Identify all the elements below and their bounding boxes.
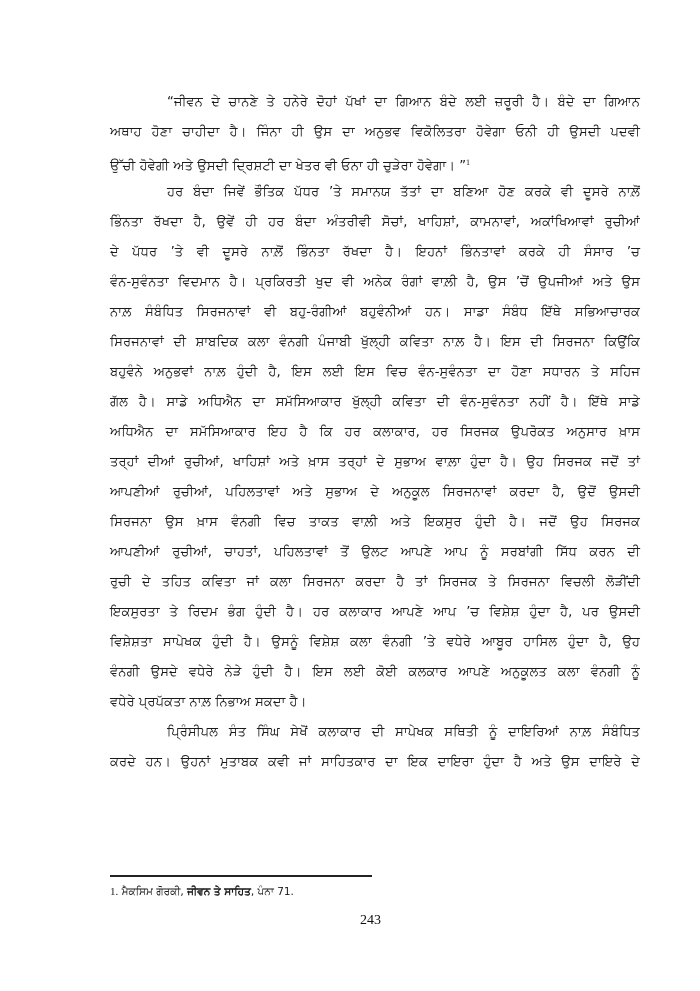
footnote-author: ਮੈਕਸਿਮ ਗੋਰਕੀ, [121, 886, 184, 898]
text-line-content: ਉੱਚੀ ਹੋਵੇਗੀ ਅਤੇ ਉਸਦੀ ਦ੍ਰਿਸ਼ਟੀ ਦਾ ਖੇਤਰ ਵੀ ਓਨਾ ਹੀ ਚੁੜੇਰਾ ਹੋਵੇਗਾ। ” [110, 159, 467, 174]
footnote-divider [110, 875, 372, 877]
body-paragraph-2 [110, 718, 640, 778]
text-line: ਤਰ੍ਹਾਂ ਦੀਆਂ ਰੁਚੀਆਂ, ਖਾਹਿਸ਼ਾਂ ਅਤੇ ਖ਼ਾਸ ਤਰ੍ਹਾਂ ਦੇ ਸੁਭਾਅ ਵਾਲ਼ਾ ਹੁੰਦਾ ਹੈ। ਉਹ ਸਿਰਜਕ ਜਦੋਂ ਤਾਂ [110, 455, 640, 470]
text-line: ਵਿਸ਼ੇਸ਼ਤਾ ਸਾਪੇਖਕ ਹੁੰਦੀ ਹੈ। ਉਸਨੂੰ ਵਿਸ਼ੇਸ਼ ਕਲਾ ਵੰਨਗੀ ’ਤੇ ਵਧੇਰੇ ਆਬੂਰ ਹਾਸਿਲ ਹੁੰਦਾ ਹੈ, ਉਹ [110, 635, 640, 650]
footnote-reference[interactable]: 1 [466, 158, 471, 167]
document-page [110, 88, 640, 778]
text-line: ਵੰਨਗੀ ਉਸਦੇ ਵਧੇਰੇ ਨੇੜੇ ਹੁੰਦੀ ਹੈ। ਇਸ ਲਈ ਕੋਈ ਕਲਕਾਰ ਆਪਣੇ ਅਨੁਕੂਲਤ ਕਲਾ ਵੰਨਗੀ ਨੂੰ [110, 665, 640, 680]
text-line: ਇਕਸੁਰਤਾ ਤੇ ਰਿਦਮ ਭੰਗ ਹੁੰਦੀ ਹੈ। ਹਰ ਕਲਾਕਾਰ ਆਪਣੇ ਆਪ ’ਚ ਵਿਸ਼ੇਸ਼ ਹੁੰਦਾ ਹੈ, ਪਰ ਉਸਦੀ [110, 605, 640, 620]
text-line: ਦੇ ਪੱਧਰ ’ਤੇ ਵੀ ਦੂਸਰੇ ਨਾਲ਼ੋਂ ਭਿੰਨਤਾ ਰੱਖਦਾ ਹੈ। ਇਹਨਾਂ ਭਿੰਨਤਾਵਾਂ ਕਰਕੇ ਹੀ ਸੰਸਾਰ ’ਚ [110, 245, 640, 260]
text-line: ਹਰ ਬੰਦਾ ਜਿਵੇਂ ਭੌਤਿਕ ਪੱਧਰ ’ਤੇ ਸਮਾਨਯ ਤੱਤਾਂ ਦਾ ਬਣਿਆ ਹੋਣ ਕਰਕੇ ਵੀ ਦੂਸਰੇ ਨਾਲ਼ੋਂ [167, 185, 640, 200]
footnote-page-ref: , ਪੰਨਾ 71. [250, 886, 294, 898]
text-line: ਆਪਣੀਆਂ ਰੁਚੀਆਂ, ਪਹਿਲਤਾਵਾਂ ਅਤੇ ਸੁਭਾਅ ਦੇ ਅਨੁਕੂਲ ਸਿਰਜਨਾਵਾਂ ਕਰਦਾ ਹੈ, ਉਦੋਂ ਉਸਦੀ [110, 485, 640, 500]
text-line: ਗੱਲ ਹੈ। ਸਾਡੇ ਅਧਿਐਨ ਦਾ ਸਮੱਸਿਆਕਾਰ ਖੁੱਲ੍ਹੀ ਕਵਿਤਾ ਦੀ ਵੰਨ-ਸੁਵੰਨਤਾ ਨਹੀਂ ਹੈ। ਇੱਥੇ ਸਾਡੇ [110, 395, 640, 410]
text-line: ਕਰਦੇ ਹਨ। ਉਹਨਾਂ ਮੁਤਾਬਕ ਕਵੀ ਜਾਂ ਸਾਹਿਤਕਾਰ ਦਾ ਇਕ ਦਾਇਰਾ ਹੁੰਦਾ ਹੈ ਅਤੇ ਉਸ ਦਾਇਰੇ ਦੇ [110, 755, 640, 770]
footnote-book-title: ਜੀਵਨ ਤੇ ਸਾਹਿਤ [187, 886, 251, 898]
text-line: “ਜੀਵਨ ਦੇ ਚਾਨਣੇ ਤੇ ਹਨੇਰੇ ਦੋਹਾਂ ਪੱਖਾਂ ਦਾ ਗਿਆਨ ਬੰਦੇ ਲਈ ਜ਼ਰੂਰੀ ਹੈ। ਬੰਦੇ ਦਾ ਗਿਆਨ [167, 95, 640, 110]
text-line: ਰੁਚੀ ਦੇ ਤਹਿਤ ਕਵਿਤਾ ਜਾਂ ਕਲਾ ਸਿਰਜਨਾ ਕਰਦਾ ਹੈ ਤਾਂ ਸਿਰਜਕ ਤੇ ਸਿਰਜਨਾ ਵਿਚਲੀ ਲੋੜੀਂਦੀ [110, 575, 640, 590]
text-line: ਨਾਲ਼ ਸੰਬੰਧਿਤ ਸਿਰਜਨਾਵਾਂ ਵੀ ਬਹੁ-ਰੰਗੀਆਂ ਬਹੁਵੰਨੀਆਂ ਹਨ। ਸਾਡਾ ਸੰਬੰਧ ਇੱਥੇ ਸਭਿਆਚਾਰਕ [110, 305, 640, 320]
text-line: ਵਧੇਰੇ ਪ੍ਰਪੱਕਤਾ ਨਾਲ਼ ਨਿਭਾਅ ਸਕਦਾ ਹੈ। [110, 695, 307, 710]
footnote-number: 1. [110, 886, 119, 898]
page-number: 243 [360, 913, 381, 928]
text-line: ਬਹੁਵੰਨੇ ਅਨੁਭਵਾਂ ਨਾਲ਼ ਹੁੰਦੀ ਹੈ, ਇਸ ਲਈ ਇਸ ਵਿਚ ਵੰਨ-ਸੁਵੰਨਤਾ ਦਾ ਹੋਣਾ ਸਧਾਰਨ ਤੇ ਸਹਿਜ [110, 365, 640, 380]
text-line: ਸਿਰਜਨਾਵਾਂ ਦੀ ਸ਼ਾਬਦਿਕ ਕਲਾ ਵੰਨਗੀ ਪੰਜਾਬੀ ਖੁੱਲ੍ਹੀ ਕਵਿਤਾ ਨਾਲ਼ ਹੈ। ਇਸ ਦੀ ਸਿਰਜਨਾ ਕਿਉਂਕਿ [110, 335, 640, 350]
text-line: ਅਥਾਹ ਹੋਣਾ ਚਾਹੀਦਾ ਹੈ। ਜਿੰਨਾ ਹੀ ਉਸ ਦਾ ਅਨੁਭਵ ਵਿਕੋਲਿਤਰਾ ਹੋਵੇਗਾ ਓਨੀ ਹੀ ਉਸਦੀ ਪਦਵੀ [110, 125, 640, 140]
body-paragraph-1 [110, 178, 640, 718]
text-line [110, 148, 640, 178]
text-line: ਭਿੰਨਤਾ ਰੱਖਦਾ ਹੈ, ਉਵੇਂ ਹੀ ਹਰ ਬੰਦਾ ਅੰਤਰੀਵੀ ਸੋਚਾਂ, ਖਾਹਿਸ਼ਾਂ, ਕਾਮਨਾਵਾਂ, ਅਕਾਂਖਿਆਵਾਂ ਰੁਚੀਆਂ [110, 215, 640, 230]
quote-paragraph [110, 88, 640, 178]
text-line: ਸਿਰਜਨਾ ਉਸ ਖ਼ਾਸ ਵੰਨਗੀ ਵਿਚ ਤਾਕਤ ਵਾਲ਼ੀ ਅਤੇ ਇਕਸੁਰ ਹੁੰਦੀ ਹੈ। ਜਦੋਂ ਉਹ ਸਿਰਜਕ [110, 515, 640, 530]
footnote [110, 884, 294, 900]
text-line: ਆਪਣੀਆਂ ਰੁਚੀਆਂ, ਚਾਹਤਾਂ, ਪਹਿਲਤਾਵਾਂ ਤੋਂ ਉਲਟ ਆਪਣੇ ਆਪ ਨੂੰ ਸਰਬਾਂਗੀ ਸਿੱਧ ਕਰਨ ਦੀ [110, 545, 640, 560]
text-line: ਪ੍ਰਿੰਸੀਪਲ ਸੰਤ ਸਿੰਘ ਸੇਖੋਂ ਕਲਾਕਾਰ ਦੀ ਸਾਪੇਖਕ ਸਥਿਤੀ ਨੂੰ ਦਾਇਰਿਆਂ ਨਾਲ਼ ਸੰਬੰਧਿਤ [167, 725, 640, 740]
text-line: ਅਧਿਐਨ ਦਾ ਸਮੱਸਿਆਕਾਰ ਇਹ ਹੈ ਕਿ ਹਰ ਕਲਾਕਾਰ, ਹਰ ਸਿਰਜਕ ਉਪਰੋਕਤ ਅਨੁਸਾਰ ਖ਼ਾਸ [110, 425, 640, 440]
text-line: ਵੰਨ-ਸੁਵੰਨਤਾ ਵਿਦਮਾਨ ਹੈ। ਪ੍ਰਕਿਰਤੀ ਖੁਦ ਵੀ ਅਨੇਕ ਰੰਗਾਂ ਵਾਲ਼ੀ ਹੈ, ਉਸ ’ਚੋਂ ਉਪਜੀਆਂ ਅਤੇ ਉਸ [110, 275, 640, 290]
